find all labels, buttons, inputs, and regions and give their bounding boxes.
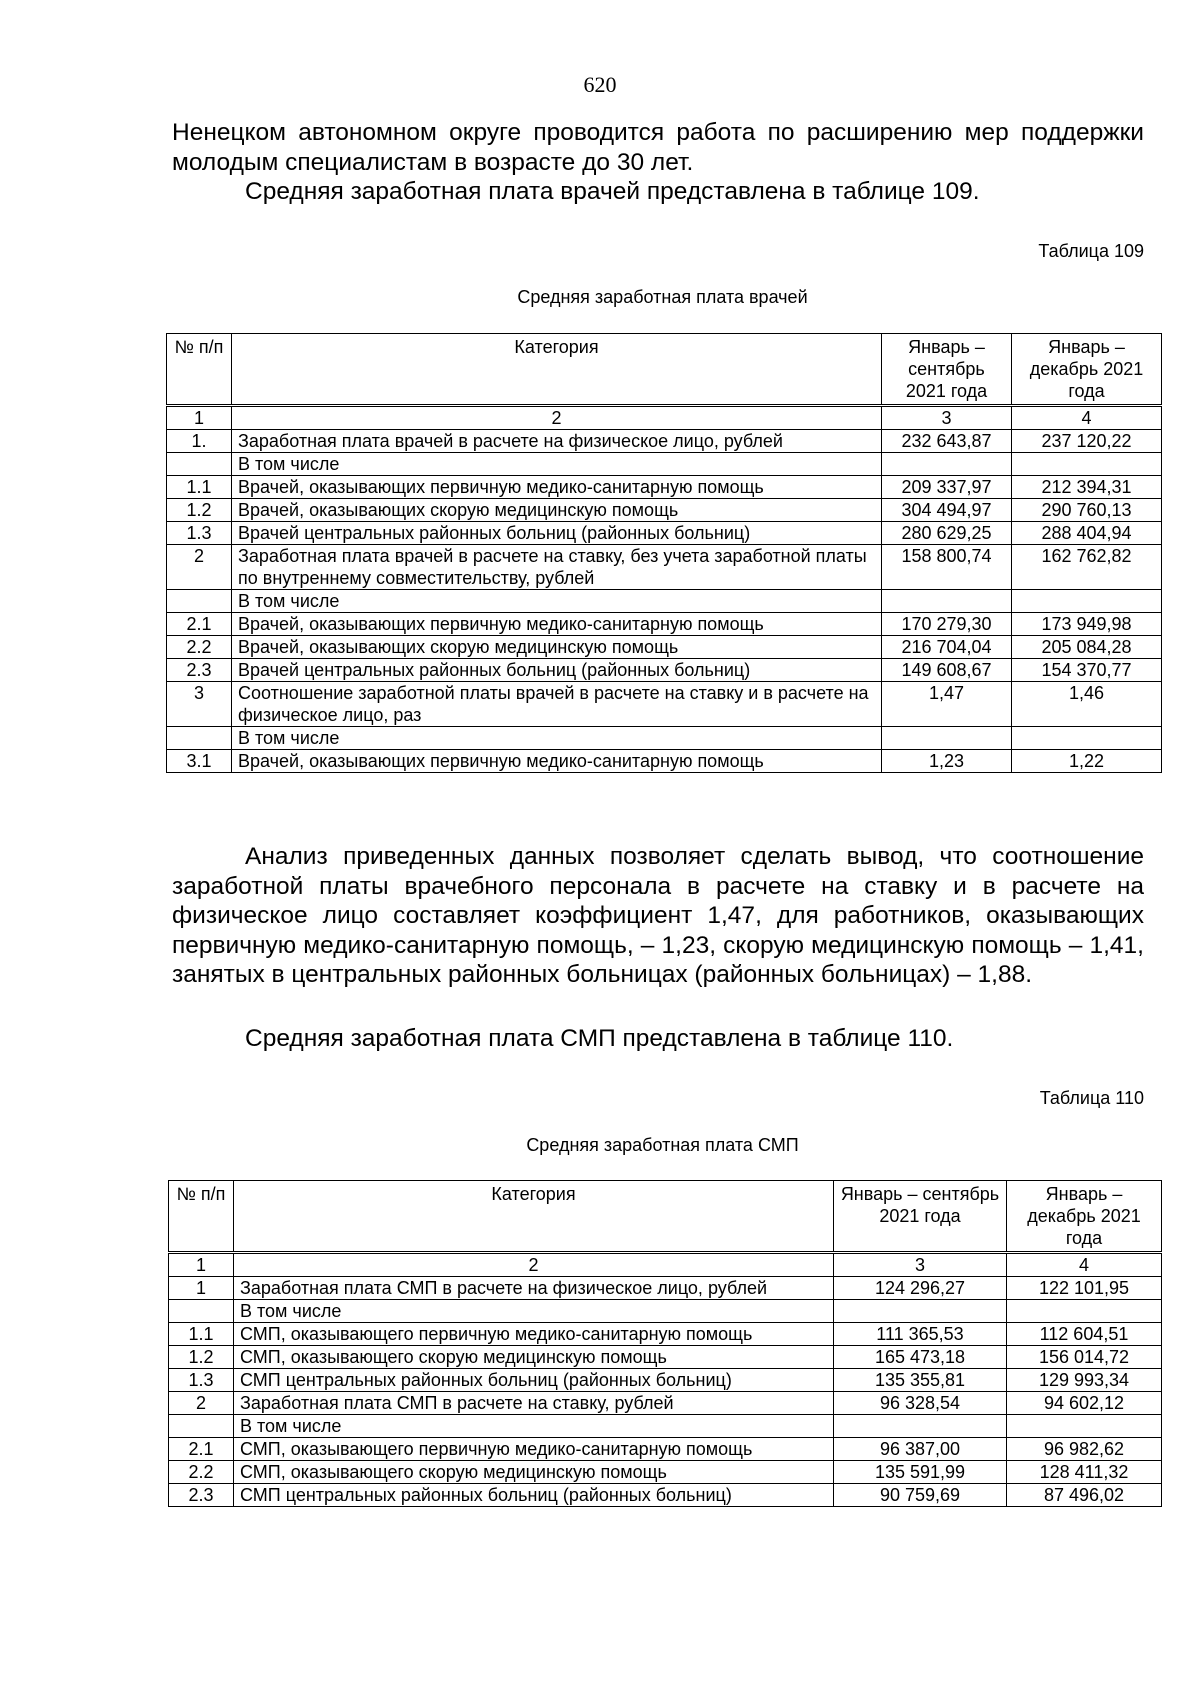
jan-sep-value-cell: [882, 453, 1012, 476]
jan-sep-value-cell: 90 759,69: [834, 1484, 1007, 1507]
intro-paragraph: Ненецком автономном округе проводится работа по расширению мер поддержки молодым специалистам в возрасте до 30 лет.: [172, 119, 1144, 176]
jan-sep-value-cell: 96 387,00: [834, 1438, 1007, 1461]
row-number-cell: 2.1: [167, 613, 232, 636]
category-cell: В том числе: [232, 453, 882, 476]
jan-sep-value-cell: 232 643,87: [882, 430, 1012, 453]
category-cell: Врачей, оказывающих скорую медицинскую помощь: [232, 636, 882, 659]
jan-dec-value-cell: [1007, 1415, 1162, 1438]
row-number-cell: [167, 590, 232, 613]
category-cell: СМП центральных районных больниц (районных больниц): [234, 1484, 834, 1507]
category-cell: СМП, оказывающего скорую медицинскую помощь: [234, 1461, 834, 1484]
category-cell: Врачей, оказывающих первичную медико-санитарную помощь: [232, 476, 882, 499]
row-number-cell: 2.1: [169, 1438, 234, 1461]
jan-sep-value-cell: 124 296,27: [834, 1277, 1007, 1300]
jan-sep-value-cell: 158 800,74: [882, 545, 1012, 590]
jan-sep-value-cell: 135 591,99: [834, 1461, 1007, 1484]
table-row: [167, 545, 1162, 590]
jan-dec-value-cell: 173 949,98: [1012, 613, 1162, 636]
row-number-cell: [169, 1300, 234, 1323]
jan-sep-value-cell: 165 473,18: [834, 1346, 1007, 1369]
jan-sep-value-cell: 96 328,54: [834, 1392, 1007, 1415]
column-number-cell: 2: [234, 1253, 834, 1277]
column-number-row: [167, 406, 1162, 430]
column-header-jan-sep: Январь – сентябрь 2021 года: [834, 1181, 1007, 1253]
row-number-cell: 2.3: [169, 1484, 234, 1507]
jan-dec-value-cell: 154 370,77: [1012, 659, 1162, 682]
table-row: [167, 590, 1162, 613]
row-number-cell: [167, 727, 232, 750]
table-row: [169, 1369, 1162, 1392]
category-cell: В том числе: [232, 590, 882, 613]
table-row: [167, 750, 1162, 773]
jan-dec-value-cell: 1,22: [1012, 750, 1162, 773]
jan-dec-value-cell: [1012, 590, 1162, 613]
jan-sep-value-cell: 304 494,97: [882, 499, 1012, 522]
column-header-jan-sep: Январь – сентябрь 2021 года: [882, 334, 1012, 406]
column-header-jan-dec: Январь – декабрь 2021 года: [1012, 334, 1162, 406]
table-row: [167, 499, 1162, 522]
jan-dec-value-cell: 156 014,72: [1007, 1346, 1162, 1369]
column-number-cell: 4: [1012, 406, 1162, 430]
analysis-paragraph: [172, 842, 1144, 990]
row-number-cell: 1.2: [167, 499, 232, 522]
table-row: [169, 1461, 1162, 1484]
category-cell: Заработная плата врачей в расчете на физическое лицо, рублей: [232, 430, 882, 453]
jan-dec-value-cell: 122 101,95: [1007, 1277, 1162, 1300]
row-number-cell: 3.1: [167, 750, 232, 773]
category-cell: Врачей, оказывающих первичную медико-санитарную помощь: [232, 750, 882, 773]
jan-dec-value-cell: 94 602,12: [1007, 1392, 1162, 1415]
table-110-title: Средняя заработная плата СМП: [526, 1135, 799, 1155]
category-cell: В том числе: [234, 1300, 834, 1323]
jan-sep-value-cell: 216 704,04: [882, 636, 1012, 659]
analysis-text: Анализ приведенных данных позволяет сделать вывод, что соотношение заработной платы врачебного персонала в расчете на ставку и в расчете на физическое лицо составляет коэффициент 1,47, для работников, оказывающих первичную медико-санитарную помощь, – 1,23, скорую медицинскую помощь – 1,41, занятых в центральных районных больницах (районных больницах) – 1,88.: [172, 843, 1144, 988]
jan-sep-value-cell: 111 365,53: [834, 1323, 1007, 1346]
jan-sep-value-cell: 149 608,67: [882, 659, 1012, 682]
row-number-cell: 1.3: [167, 522, 232, 545]
jan-dec-value-cell: [1012, 727, 1162, 750]
jan-dec-value-cell: 212 394,31: [1012, 476, 1162, 499]
column-number-cell: 1: [167, 406, 232, 430]
category-cell: СМП, оказывающего первичную медико-санитарную помощь: [234, 1438, 834, 1461]
jan-sep-value-cell: [834, 1300, 1007, 1323]
jan-sep-value-cell: [882, 590, 1012, 613]
table-110: [168, 1180, 1162, 1507]
column-number-cell: 4: [1007, 1253, 1162, 1277]
table-row: [167, 476, 1162, 499]
table-row: [169, 1277, 1162, 1300]
jan-sep-value-cell: 170 279,30: [882, 613, 1012, 636]
row-number-cell: 2.3: [167, 659, 232, 682]
jan-dec-value-cell: 162 762,82: [1012, 545, 1162, 590]
table-row: [167, 522, 1162, 545]
row-number-cell: 2.2: [167, 636, 232, 659]
table-row: [169, 1346, 1162, 1369]
table-109: [166, 333, 1162, 773]
page-number: 620: [583, 72, 617, 97]
column-header-number: № п/п: [169, 1181, 234, 1253]
jan-sep-value-cell: [834, 1415, 1007, 1438]
category-cell: Врачей центральных районных больниц (районных больниц): [232, 522, 882, 545]
table-row: [167, 613, 1162, 636]
jan-dec-value-cell: [1007, 1300, 1162, 1323]
table-row: [169, 1415, 1162, 1438]
jan-dec-value-cell: 112 604,51: [1007, 1323, 1162, 1346]
jan-dec-value-cell: 128 411,32: [1007, 1461, 1162, 1484]
row-number-cell: 1.1: [167, 476, 232, 499]
row-number-cell: 3: [167, 682, 232, 727]
row-number-cell: 2: [169, 1392, 234, 1415]
category-cell: Врачей центральных районных больниц (районных больниц): [232, 659, 882, 682]
jan-dec-value-cell: 1,46: [1012, 682, 1162, 727]
category-cell: В том числе: [234, 1415, 834, 1438]
jan-dec-value-cell: 288 404,94: [1012, 522, 1162, 545]
table-110-label: Таблица 110: [1039, 1088, 1144, 1108]
jan-dec-value-cell: 129 993,34: [1007, 1369, 1162, 1392]
jan-dec-value-cell: [1012, 453, 1162, 476]
category-cell: СМП, оказывающего скорую медицинскую помощь: [234, 1346, 834, 1369]
table-110-header-row: [169, 1181, 1162, 1253]
row-number-cell: 1.: [167, 430, 232, 453]
jan-dec-value-cell: 96 982,62: [1007, 1438, 1162, 1461]
column-number-row: [169, 1253, 1162, 1277]
table-109-header-row: [167, 334, 1162, 406]
column-number-cell: 1: [169, 1253, 234, 1277]
category-cell: СМП центральных районных больниц (районных больниц): [234, 1369, 834, 1392]
jan-sep-value-cell: 135 355,81: [834, 1369, 1007, 1392]
jan-dec-value-cell: 205 084,28: [1012, 636, 1162, 659]
jan-sep-value-cell: [882, 727, 1012, 750]
table-row: [167, 727, 1162, 750]
table-row: [167, 682, 1162, 727]
jan-sep-value-cell: 280 629,25: [882, 522, 1012, 545]
column-number-cell: 3: [882, 406, 1012, 430]
table-109-label: Таблица 109: [1038, 241, 1144, 261]
table-row: [167, 659, 1162, 682]
jan-dec-value-cell: 290 760,13: [1012, 499, 1162, 522]
category-cell: Заработная плата врачей в расчете на ставку, без учета заработной платы по внутреннему совместительству, рублей: [232, 545, 882, 590]
jan-sep-value-cell: 1,47: [882, 682, 1012, 727]
column-header-jan-dec: Январь – декабрь 2021 года: [1007, 1181, 1162, 1253]
column-number-cell: 2: [232, 406, 882, 430]
row-number-cell: 2.2: [169, 1461, 234, 1484]
intro-table-reference: Средняя заработная плата врачей представлена в таблице 109.: [245, 178, 980, 205]
column-number-cell: 3: [834, 1253, 1007, 1277]
table-row: [167, 453, 1162, 476]
column-header-number: № п/п: [167, 334, 232, 406]
row-number-cell: 1: [169, 1277, 234, 1300]
row-number-cell: [169, 1415, 234, 1438]
table-row: [169, 1300, 1162, 1323]
jan-dec-value-cell: 87 496,02: [1007, 1484, 1162, 1507]
jan-sep-value-cell: 209 337,97: [882, 476, 1012, 499]
jan-sep-value-cell: 1,23: [882, 750, 1012, 773]
category-cell: Заработная плата СМП в расчете на физическое лицо, рублей: [234, 1277, 834, 1300]
row-number-cell: 2: [167, 545, 232, 590]
column-header-category: Категория: [232, 334, 882, 406]
row-number-cell: 1.2: [169, 1346, 234, 1369]
table-row: [169, 1438, 1162, 1461]
column-header-category: Категория: [234, 1181, 834, 1253]
category-cell: В том числе: [232, 727, 882, 750]
category-cell: Врачей, оказывающих скорую медицинскую помощь: [232, 499, 882, 522]
jan-dec-value-cell: 237 120,22: [1012, 430, 1162, 453]
analysis-table-reference: Средняя заработная плата СМП представлена в таблице 110.: [245, 1025, 954, 1052]
category-cell: Соотношение заработной платы врачей в расчете на ставку и в расчете на физическое лицо, раз: [232, 682, 882, 727]
category-cell: СМП, оказывающего первичную медико-санитарную помощь: [234, 1323, 834, 1346]
row-number-cell: 1.1: [169, 1323, 234, 1346]
table-row: [167, 430, 1162, 453]
table-row: [169, 1392, 1162, 1415]
table-row: [169, 1323, 1162, 1346]
row-number-cell: [167, 453, 232, 476]
category-cell: Врачей, оказывающих первичную медико-санитарную помощь: [232, 613, 882, 636]
table-row: [169, 1484, 1162, 1507]
table-row: [167, 636, 1162, 659]
row-number-cell: 1.3: [169, 1369, 234, 1392]
table-109-title: Средняя заработная плата врачей: [517, 287, 808, 307]
category-cell: Заработная плата СМП в расчете на ставку, рублей: [234, 1392, 834, 1415]
